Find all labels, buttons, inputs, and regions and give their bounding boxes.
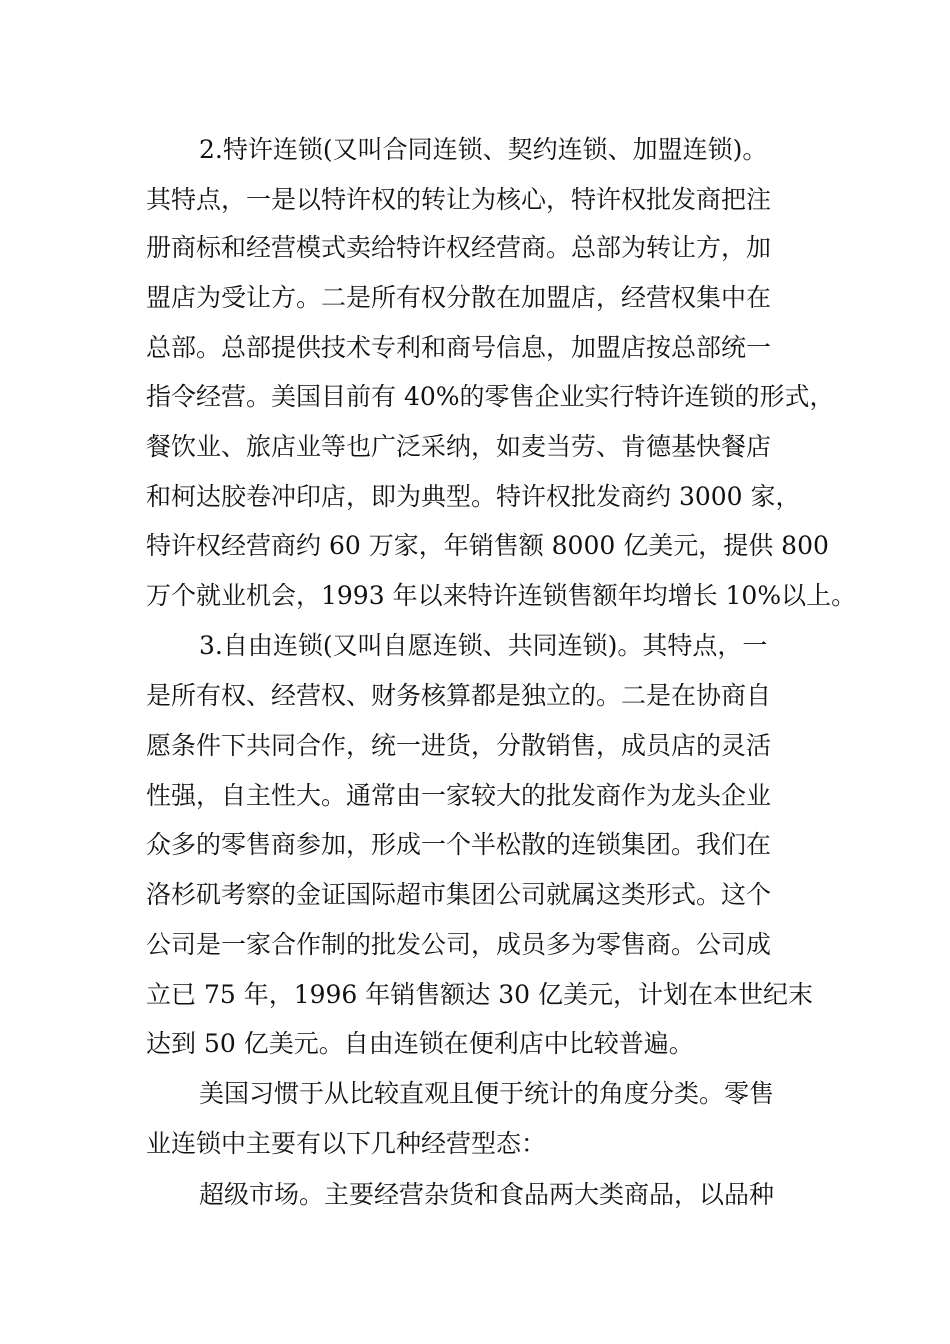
paragraph-line: 是所有权、经营权、财务核算都是独立的。二是在协商自: [146, 681, 772, 710]
paragraph-line: 达到 50 亿美元。自由连锁在便利店中比较普遍。: [146, 1029, 694, 1058]
paragraph-line: 性强，自主性大。通常由一家较大的批发商作为龙头企业: [146, 781, 772, 810]
paragraph-line: 3.自由连锁(又叫自愿连锁、共同连锁)。其特点，一: [199, 631, 768, 660]
paragraph-line: 愿条件下共同合作，统一进货，分散销售，成员店的灵活: [146, 731, 772, 760]
paragraph-line: 和柯达胶卷冲印店，即为典型。特许权批发商约 3000 家，: [146, 482, 801, 511]
paragraph-line: 总部。总部提供技术专利和商号信息，加盟店按总部统一: [146, 333, 772, 362]
paragraph-line: 业连锁中主要有以下几种经营型态：: [146, 1129, 547, 1158]
paragraph-line: 指令经营。美国目前有 40%的零售企业实行特许连锁的形式，: [146, 382, 835, 411]
paragraph-line: 超级市场。主要经营杂货和食品两大类商品，以品种: [199, 1180, 775, 1209]
paragraph-line: 其特点，一是以特许权的转让为核心，特许权批发商把注: [146, 185, 772, 214]
paragraph-line: 众多的零售商参加，形成一个半松散的连锁集团。我们在: [146, 830, 772, 859]
paragraph-line: 立已 75 年，1996 年销售额达 30 亿美元，计划在本世纪末: [146, 980, 813, 1009]
paragraph-line: 特许权经营商约 60 万家，年销售额 8000 亿美元，提供 800: [146, 531, 829, 560]
paragraph-line: 公司是一家合作制的批发公司，成员多为零售商。公司成: [146, 930, 772, 959]
paragraph-line: 美国习惯于从比较直观且便于统计的角度分类。零售: [199, 1079, 775, 1108]
paragraph-line: 册商标和经营模式卖给特许权经营商。总部为转让方，加: [146, 233, 772, 262]
paragraph-line: 万个就业机会，1993 年以来特许连锁售额年均增长 10%以上。: [146, 581, 857, 610]
paragraph-line: 洛杉矶考察的金证国际超市集团公司就属这类形式。这个: [146, 880, 772, 909]
paragraph-line: 餐饮业、旅店业等也广泛采纳，如麦当劳、肯德基快餐店: [146, 432, 772, 461]
paragraph-line: 盟店为受让方。二是所有权分散在加盟店，经营权集中在: [146, 283, 772, 312]
paragraph-line: 2.特许连锁(又叫合同连锁、契约连锁、加盟连锁)。: [199, 135, 768, 164]
